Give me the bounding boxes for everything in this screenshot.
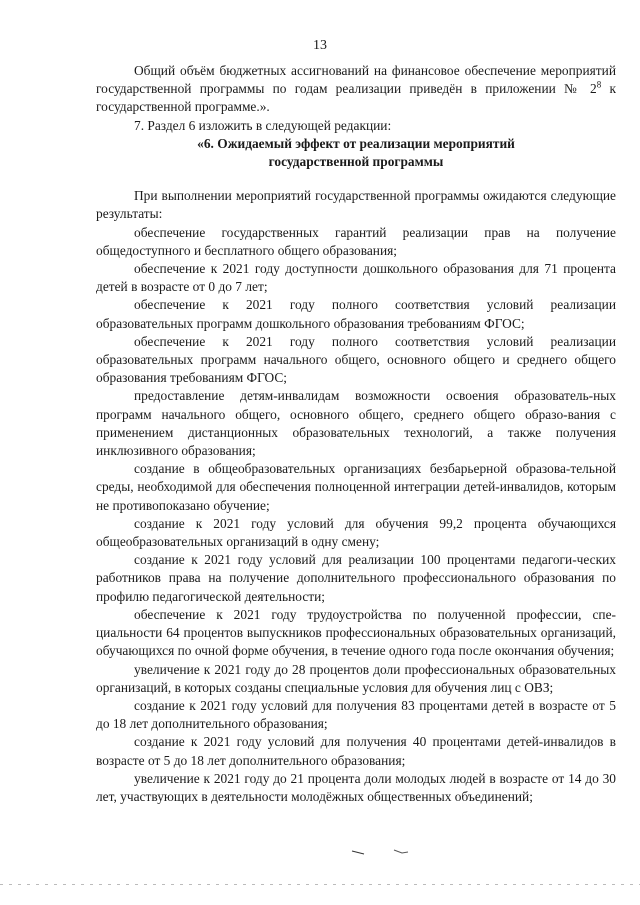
list-item: создание к 2021 году условий для реализации 100 процентами педагоги-ческих работников права на получение дополнительного профессионального образования по профилю педагогической деятельности; [96,552,616,604]
list-item: обеспечение к 2021 году доступности дошкольного образования для 71 процента детей в возрасте от 0 до 7 лет; [96,261,616,295]
list-item: обеспечение государственных гарантий реализации прав на получение общедоступного и бесплатного общего образования; [96,224,616,258]
section-heading-line1: «6. Ожидаемый эффект от реализации мероприятий [197,135,515,151]
list-item: создание в общеобразовательных организациях безбарьерной образова-тельной среды, необходимой для обеспечения полноценной интеграции детей-инвалидов, которым не противопоказано обучение; [96,461,616,513]
list-item: обеспечение к 2021 году трудоустройства по полученной профессии, спе-циальности 64 процентов выпускников профессиональных образовательных организаций, обучающихся по очной форме обучения, в течение одного года после окончания обучения; [96,606,616,659]
page-number: 13 [313,38,327,53]
list-item: увеличение к 2021 году до 21 процента доли молодых людей в возрасте от 14 до 30 лет, участвующих в деятельности молодёжных общественных объединений; [96,770,616,804]
list-item: предоставление детям-инвалидам возможности освоения образователь-ных программ начального общего, основного общего, среднего общего образо-вания с применением дистанционных образовательных технологий, а также получения инклюзивного образования; [96,388,616,459]
document-body [96,62,616,806]
paragraph-budget-tail: к государственной программе.». [96,81,616,115]
scan-artifact-mark [350,848,420,858]
list-item: создание к 2021 году условий для обучения 99,2 процента обучающихся общеобразовательных организаций в одну смену; [96,515,616,550]
section-heading-line2: государственной программы [268,154,444,170]
list-item: обеспечение к 2021 году полного соответствия условий реализации образовательных программ начального общего, основного общего и среднего общего образования требованиям ФГОС; [96,333,616,386]
scan-edge-line [0,884,640,885]
appendix-superscript: 8 [596,79,602,90]
paragraph-budget-text: Общий объём бюджетных ассигнований на финансовое обеспечение мероприятий государственной программы по годам реализации приведён в приложении № 2 [96,63,616,97]
paragraph-intro: При выполнении мероприятий государственной программы ожидаются следующие результаты: [96,188,616,222]
section-heading [96,135,616,171]
list-item: увеличение к 2021 году до 28 процентов доли профессиональных образовательных организаций, в которых созданы специальные условия для обучения лиц с ОВЗ; [96,661,616,695]
paragraph-budget [96,62,616,117]
list-item: обеспечение к 2021 году полного соответствия условий реализации образовательных программ дошкольного образования требованиям ФГОС; [96,297,616,331]
paragraph-section-instruction: 7. Раздел 6 изложить в следующей редакции: [134,117,392,133]
list-item: создание к 2021 году условий для получения 40 процентами детей-инвалидов в возрасте от 5 до 18 лет дополнительного образования; [96,734,616,768]
list-item: создание к 2021 году условий для получения 83 процентами детей в возрасте от 5 до 18 лет дополнительного образования; [96,697,616,732]
